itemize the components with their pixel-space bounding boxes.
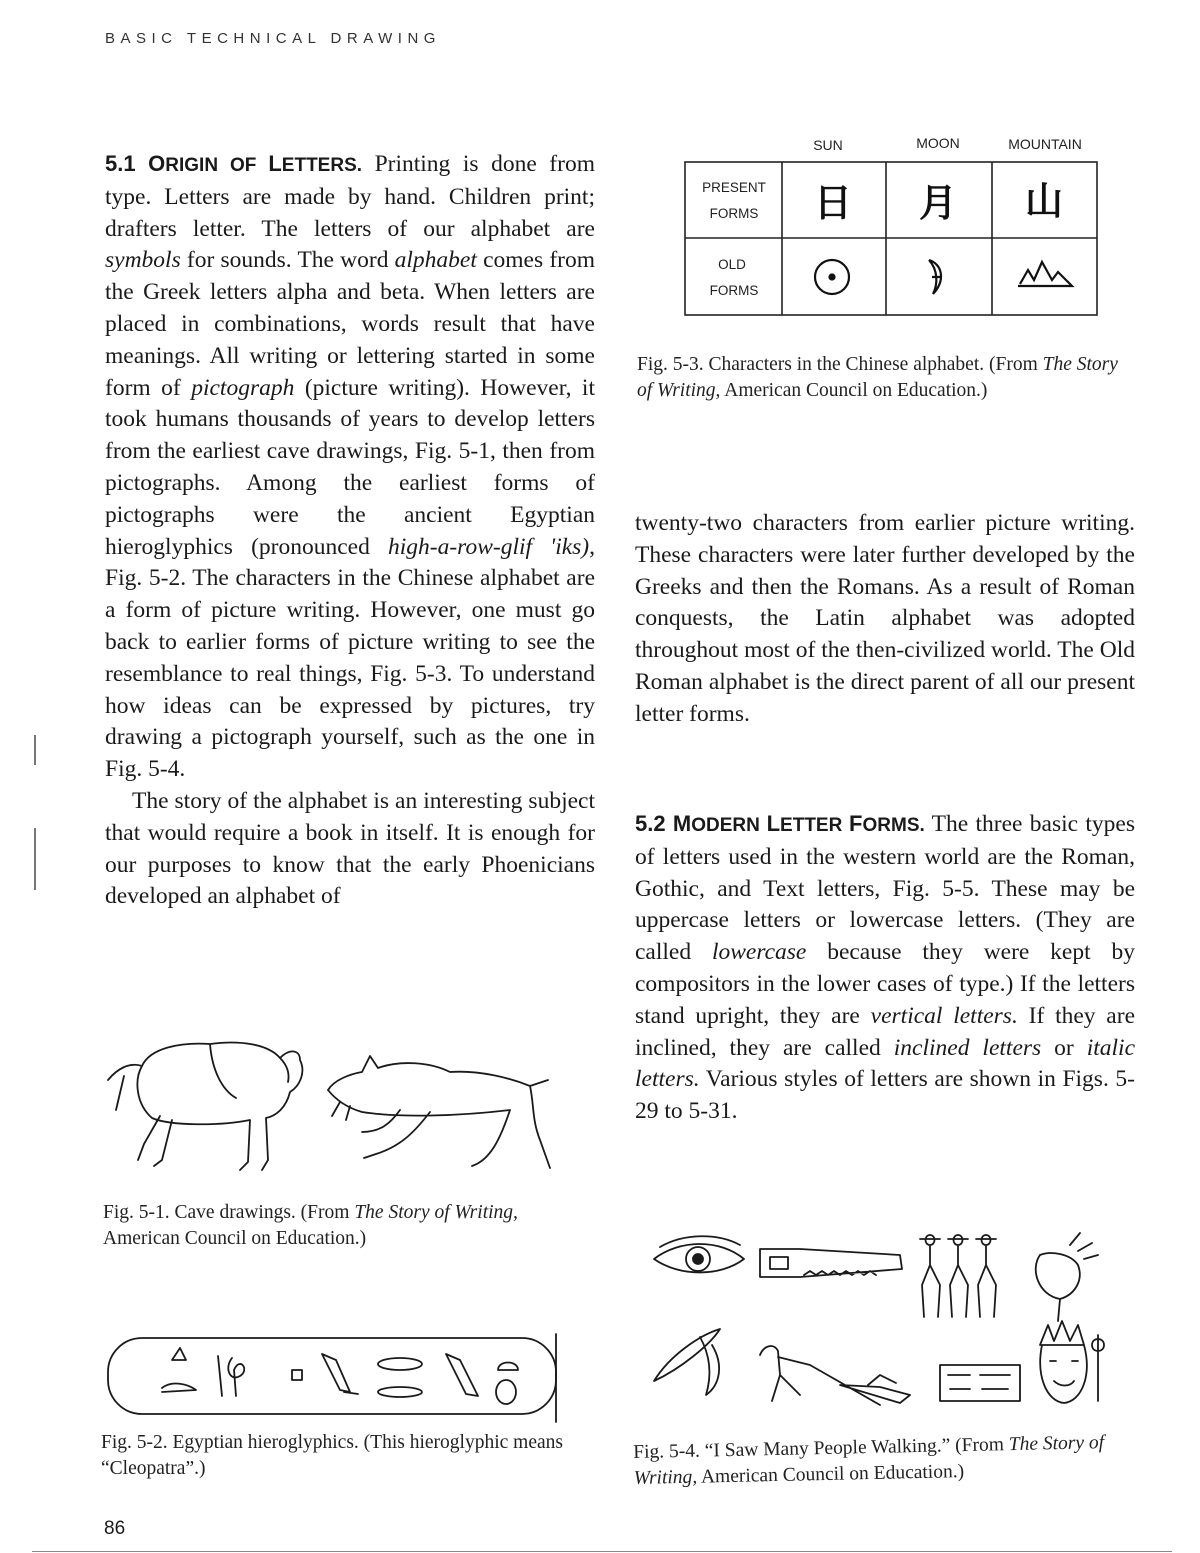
figure-5-3-chinese-characters	[680, 130, 1100, 320]
row-label-forms: FORMS	[709, 283, 759, 298]
section-number: 5.1	[105, 151, 136, 176]
old-moon-glyph	[929, 260, 942, 294]
figure-5-4-pictograph	[640, 1225, 1120, 1425]
right-column-continuation	[635, 508, 1135, 731]
figure-5-1-cave-drawings	[100, 1020, 570, 1190]
hieroglyph-triangle	[172, 1348, 186, 1360]
row-label-forms: FORMS	[709, 206, 759, 221]
column-header-sun: SUN	[813, 137, 843, 153]
character-moon: 月	[918, 181, 958, 225]
man-with-plough-drawing	[760, 1346, 910, 1405]
column-header-moon: MOON	[916, 135, 960, 151]
hieroglyph-bread	[498, 1363, 518, 1371]
characters-table	[680, 130, 1100, 320]
running-head: BASIC TECHNICAL DRAWING	[105, 30, 441, 47]
bison-drawing	[108, 1043, 302, 1170]
section-number: 5.2	[635, 811, 666, 836]
left-column	[105, 148, 595, 913]
row-label-old: OLD	[718, 257, 746, 272]
bottom-rule	[32, 1551, 1172, 1552]
hieroglyph-oval	[378, 1358, 422, 1370]
figure-5-2-cleopatra-cartouche	[100, 1330, 570, 1425]
section-5-1-paragraph-2-continued: twenty-two characters from earlier picture writing. These characters were later further developed by the Greeks and then the Romans. As a result of Roman conquests, the Latin alphabet was adopted throughout most of the then-civilized world. The Old Roman alphabet is the direct parent of all our present letter forms.	[635, 510, 1135, 727]
hieroglyph-lion	[162, 1384, 196, 1392]
figure-5-3-caption: Fig. 5-3. Characters in the Chinese alphabet. (From The Story of Writing, American Council on Education.)	[637, 354, 1118, 401]
king-drawing	[1040, 1321, 1104, 1403]
boar-drawing	[328, 1056, 550, 1168]
section-title: MODERN LETTER FORMS.	[672, 811, 925, 836]
hieroglyph-reed-and-loop	[218, 1356, 244, 1396]
hieroglyph-bar	[378, 1387, 422, 1397]
walking-feet-drawing	[1036, 1233, 1098, 1321]
character-mountain: 山	[1024, 179, 1064, 223]
row-label-present: PRESENT	[702, 180, 766, 195]
people-drawing	[920, 1235, 996, 1317]
character-sun: 日	[813, 181, 853, 225]
margin-mark	[34, 828, 36, 890]
house-drawing	[940, 1365, 1020, 1401]
figure-5-4-caption: Fig. 5-4. “I Saw Many People Walking.” (From The Story of Writing, American Council on Education.)	[633, 1432, 1105, 1489]
saw-drawing	[760, 1249, 902, 1277]
column-header-mountain: MOUNTAIN	[1008, 136, 1082, 152]
figure-5-2-caption: Fig. 5-2. Egyptian hieroglyphics. (This hieroglyphic means “Cleopatra”.)	[101, 1432, 563, 1479]
plant-drawing	[654, 1329, 720, 1395]
page-number: 86	[104, 1518, 126, 1539]
hieroglyph-vulture	[322, 1354, 358, 1394]
figure-5-1-caption: Fig. 5-1. Cave drawings. (From The Story of Writing, American Council on Education.)	[103, 1202, 518, 1249]
hieroglyph-egg	[496, 1380, 516, 1404]
section-5-2-paragraph: 5.2 MODERN LETTER FORMS. The three basic types of letters used in the western world are the Roman, Gothic, and Text letters, Fig. 5-5. These may be uppercase letters or lowercase letters. (They are called lowercase because they were kept by compositors in the lower cases of type.) If the letters stand upright, they are vertical letters. If they are inclined, they are called inclined letters or italic letters. Various styles of letters are shown in Figs. 5-29 to 5-31.	[635, 811, 1136, 1125]
section-5-1-paragraph-1: 5.1 ORIGIN OF LETTERS. Printing is done from type. Letters are made by hand. Children print; drafters letter. The letters of our alphabet are symbols for sounds. The word alphabet comes from the Greek letters alpha and beta. When letters are placed in combinations, words result that have meanings. All writing or lettering started in some form of pictograph (picture writing). However, it took humans thousands of years to develop letters from the earliest cave drawings, Fig. 5-1, then from pictographs. Among the earliest forms of pictographs were the ancient Egyptian hieroglyphics (pronounced high-a-row-glif 'iks), Fig. 5-2. The characters in the Chinese alphabet are a form of picture writing. However, one must go back to earlier forms of picture writing to see the resemblance to real things, Fig. 5-3. To understand how ideas can be expressed by pictures, try drawing a pictograph yourself, such as the one in Fig. 5-4.	[105, 151, 596, 783]
right-column-section-5-2	[635, 808, 1135, 1128]
hieroglyph-square	[292, 1370, 302, 1380]
margin-mark	[34, 735, 36, 765]
section-5-1-paragraph-2: The story of the alphabet is an interesting subject that would require a book in itself. It is enough for our purposes to know that the early Phoenicians developed an alphabet of	[105, 787, 595, 910]
old-mountain-glyph	[1018, 262, 1072, 286]
hieroglyph-vulture	[446, 1354, 478, 1396]
section-title: ORIGIN OF LETTERS.	[148, 151, 363, 176]
